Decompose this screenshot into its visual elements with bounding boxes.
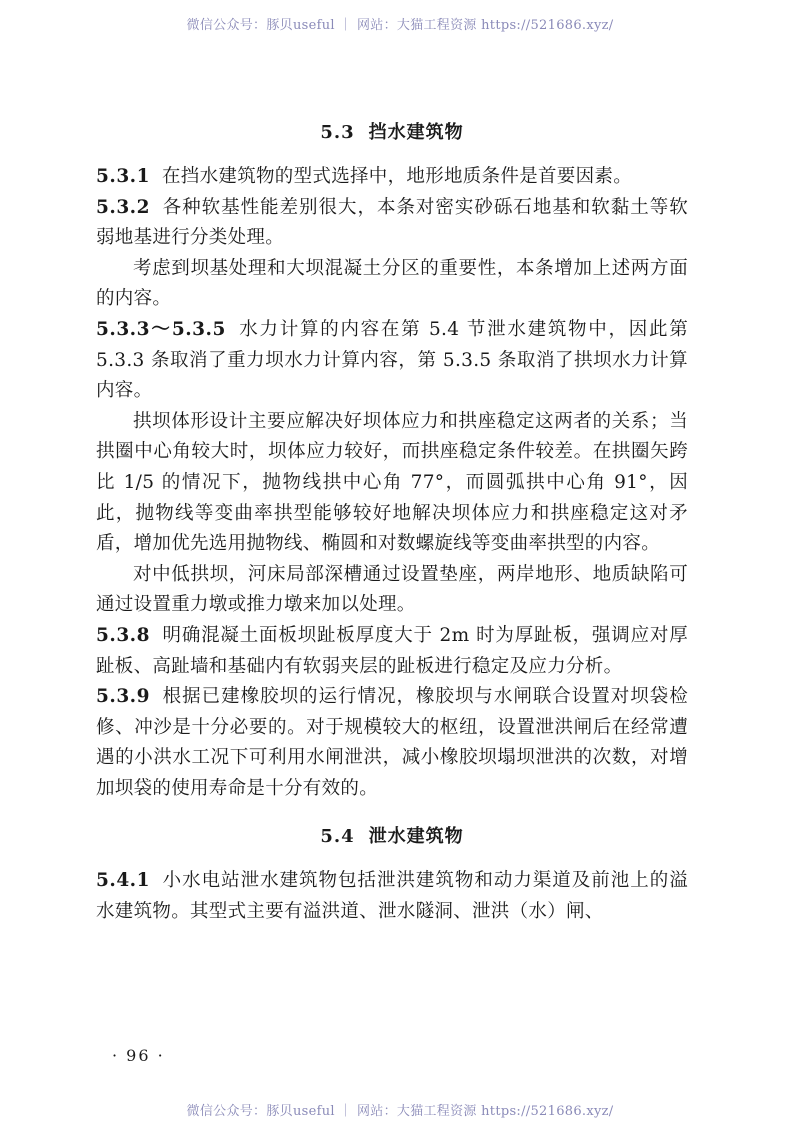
page-number: · 96 ·: [112, 1046, 165, 1065]
clause-number: 5.3.3～5.3.5: [96, 318, 226, 340]
paragraph-low-arch-dam: [96, 560, 688, 621]
paragraph-text: 对中低拱坝，河床局部深槽通过设置垫座，两岸地形、地质缺陷可通过设置重力墩或推力墩来加以处理。: [96, 563, 688, 616]
clause-number: 5.3.9: [96, 686, 150, 708]
section-heading-5-4: [96, 822, 688, 852]
paragraph-text: 拱坝体形设计主要应解决好坝体应力和拱座稳定这两者的关系；当拱圈中心角较大时，坝体应力较好，而拱座稳定条件较差。在拱圈矢跨比 1/5 的情况下，抛物线拱中心角 77°，而圆弧拱中心角 91°，因此，抛物线等变曲率拱型能够较好地解决坝体应力和拱座稳定这对矛盾，增加优先选用抛物线、椭圆和对数螺旋线等变曲率拱型的内容。: [96, 410, 688, 555]
section-title: 泄水建筑物: [368, 826, 464, 848]
section-title: 挡水建筑物: [368, 122, 464, 143]
paragraph-text: 明确混凝土面板坝趾板厚度大于 2m 时为厚趾板，强调应对厚趾板、高趾墙和基础内有软弱夹层的趾板进行稳定及应力分析。: [96, 624, 688, 677]
clause-number: 5.3.1: [96, 166, 150, 187]
clause-number: 5.3.2: [96, 196, 150, 218]
paragraph-5-3-1: [96, 162, 688, 193]
paragraph-text: 水力计算的内容在第 5.4 节泄水建筑物中，因此第 5.3.3 条取消了重力坝水力计算内容，第 5.3.5 条取消了拱坝水力计算内容。: [96, 318, 688, 402]
clause-number: 5.3.8: [96, 624, 150, 646]
paragraph-5-4-1: [96, 866, 688, 927]
paragraph-arch-dam-design: [96, 407, 688, 560]
paragraph-text: 根据已建橡胶坝的运行情况，橡胶坝与水闸联合设置对坝袋检修、冲沙是十分必要的。对于规模较大的枢纽，设置泄洪闸后在经常遭遇的小洪水工况下可利用水闸泄洪，减小橡胶坝塌坝泄洪的次数，对增加坝袋的使用寿命是十分有效的。: [96, 686, 688, 799]
paragraph-5-3-3-to-5-3-5: [96, 315, 688, 407]
paragraph-5-3-8: [96, 621, 688, 682]
section-heading-5-3: [96, 118, 688, 148]
paragraph-text: 考虑到坝基处理和大坝混凝土分区的重要性，本条增加上述两方面的内容。: [96, 257, 688, 310]
paragraph-text: 小水电站泄水建筑物包括泄洪建筑物和动力渠道及前池上的溢水建筑物。其型式主要有溢洪道、泄水隧洞、泄洪（水）闸、: [96, 870, 688, 923]
paragraph-5-3-2: [96, 193, 688, 254]
paragraph-text: 在挡水建筑物的型式选择中，地形地质条件是首要因素。: [162, 166, 633, 187]
page-content: [96, 118, 688, 928]
watermark-bottom: 微信公众号：豚贝useful ｜ 网站：大猫工程资源 https://521686.xyz/: [186, 1104, 614, 1119]
section-number: 5.3: [320, 122, 355, 143]
paragraph-text: 各种软基性能差别很大，本条对密实砂砾石地基和软黏土等软弱地基进行分类处理。: [96, 196, 688, 249]
section-number: 5.4: [320, 826, 355, 848]
paragraph-5-3-9: [96, 682, 688, 804]
paragraph-5-3-2-note: [96, 254, 688, 315]
watermark-top: 微信公众号：豚贝useful ｜ 网站：大猫工程资源 https://521686.xyz/: [186, 18, 614, 33]
clause-number: 5.4.1: [96, 870, 150, 892]
